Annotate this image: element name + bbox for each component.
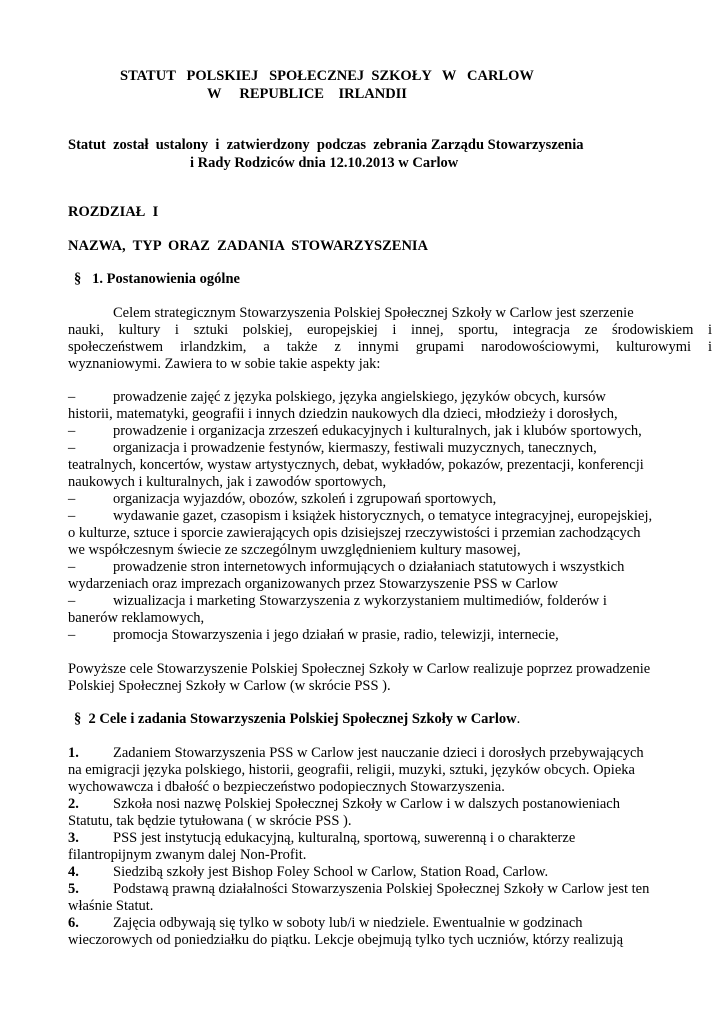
document-subtitle-line-1: Statut został ustalony i zatwierdzony podczas zebrania Zarządu Stowarzyszenia — [68, 137, 584, 153]
section-2-heading-period: . — [516, 711, 521, 727]
bullet-dash: – — [68, 508, 76, 524]
list-item-number: 1. — [68, 745, 79, 761]
section-2-heading-text: § 2 Cele i zadania Stowarzyszenia Polskiej Społecznej Szkoły w Carlow — [74, 711, 517, 727]
bullet-item-text: prowadzenie stron internetowych informujących o działaniach statutowych i wszystkich — [113, 559, 625, 575]
list-item-text: Szkoła nosi nazwę Polskiej Społecznej Szkoły w Carlow i w dalszych postanowieniach — [113, 796, 620, 812]
list-item-text: wieczorowych od poniedziałku do piątku. Lekcje obejmują tylko tych uczniów, którzy realizują — [68, 932, 624, 948]
list-item-text: wychowawcza i dbałość o bezpieczeństwo podopiecznych Stowarzyszenia. — [68, 779, 505, 795]
section-2-heading — [74, 711, 520, 729]
list-item-text: Statutu, tak będzie tytułowana ( w skrócie PSS ). — [68, 813, 352, 829]
bullet-item-text: naukowych i kulturalnych, jak i zawodów sportowych, — [68, 474, 387, 490]
bullet-dash: – — [68, 559, 76, 575]
bullet-item-text: wizualizacja i marketing Stowarzyszenia z wykorzystaniem multimediów, folderów i — [113, 593, 607, 609]
list-item-number: 2. — [68, 796, 79, 812]
document-title-line-2: W REPUBLICE IRLANDII — [207, 86, 407, 102]
list-item-text: Podstawą prawną działalności Stowarzyszenia Polskiej Społecznej Szkoły w Carlow jest ten — [113, 881, 650, 897]
bullet-item-text: organizacja i prowadzenie festynów, kiermaszy, festiwali muzycznych, tanecznych, — [113, 440, 597, 456]
bullet-item-text: promocja Stowarzyszenia i jego działań w prasie, radio, telewizji, internecie, — [113, 627, 559, 643]
paragraph-line: Polskiej Społecznej Szkoły w Carlow (w skrócie PSS ). — [68, 678, 391, 694]
list-item-text: PSS jest instytucją edukacyjną, kulturalną, sportową, suwerenną i o charakterze — [113, 830, 576, 846]
bullet-item-text: wydawanie gazet, czasopism i książek historycznych, o tematyce integracyjnej, europejskiej, — [113, 508, 653, 524]
list-item-text: na emigracji języka polskiego, historii, geografii, religii, muzyki, sztuki, języków obcych. Opieka — [68, 762, 635, 778]
list-item-text: filantropijnym zwanym dalej Non-Profit. — [68, 847, 307, 863]
bullet-item-text: prowadzenie zajęć z języka polskiego, języka angielskiego, języków obcych, kursów — [113, 389, 606, 405]
bullet-dash: – — [68, 593, 76, 609]
bullet-item-text: historii, matematyki, geografii i innych dziedzin naukowych dla dzieci, młodzieży i dorosłych, — [68, 406, 618, 422]
bullet-item-text: o kulturze, sztuce i sporcie zawierających opis dzisiejszej rzeczywistości i przemian zachodzących — [68, 525, 641, 541]
list-item-number: 4. — [68, 864, 79, 880]
bullet-item-text: teatralnych, koncertów, wystaw artystycznych, debat, wykładów, pokazów, prezentacji, konferencji — [68, 457, 644, 473]
paragraph-line: nauki, kultury i sztuki polskiej, europejskiej i innej, sportu, integracja ze środowiskiem i — [68, 322, 712, 338]
list-item-text: Zajęcia odbywają się tylko w soboty lub/i w niedziele. Ewentualnie w godzinach — [113, 915, 583, 931]
paragraph-line: Celem strategicznym Stowarzyszenia Polskiej Społecznej Szkoły w Carlow jest szerzenie — [113, 305, 634, 321]
section-1-heading: § 1. Postanowienia ogólne — [74, 271, 240, 287]
list-item-number: 6. — [68, 915, 79, 931]
paragraph-line: społeczeństwem irlandzkim, a także z innymi grupami narodowościowymi, kulturowymi i — [68, 339, 712, 355]
list-item-number: 3. — [68, 830, 79, 846]
paragraph-line: Powyższe cele Stowarzyszenie Polskiej Społecznej Szkoły w Carlow realizuje poprzez prowadzenie — [68, 661, 651, 677]
paragraph-line: wyznaniowymi. Zawiera to w sobie takie aspekty jak: — [68, 356, 381, 372]
document-subtitle-line-2: i Rady Rodziców dnia 12.10.2013 w Carlow — [190, 155, 459, 171]
list-item-text: Zadaniem Stowarzyszenia PSS w Carlow jest nauczanie dzieci i dorosłych przebywających — [113, 745, 644, 761]
bullet-item-text: we współczesnym świecie ze szczególnym uwzględnieniem kultury masowej, — [68, 542, 521, 558]
bullet-dash: – — [68, 423, 76, 439]
bullet-item-text: prowadzenie i organizacja zrzeszeń edukacyjnych i kulturalnych, jak i klubów sportowych, — [113, 423, 642, 439]
list-item-number: 5. — [68, 881, 79, 897]
chapter-heading: NAZWA, TYP ORAZ ZADANIA STOWARZYSZENIA — [68, 238, 429, 254]
chapter-label: ROZDZIAŁ I — [68, 204, 159, 220]
bullet-dash: – — [68, 491, 76, 507]
document-title-line-1: STATUT POLSKIEJ SPOŁECZNEJ SZKOŁY W CARLOW — [120, 68, 534, 84]
bullet-item-text: banerów reklamowych, — [68, 610, 205, 626]
bullet-dash: – — [68, 440, 76, 456]
list-item-text: właśnie Statut. — [68, 898, 154, 914]
bullet-dash: – — [68, 389, 76, 405]
list-item-text: Siedzibą szkoły jest Bishop Foley School w Carlow, Station Road, Carlow. — [113, 864, 549, 880]
bullet-item-text: organizacja wyjazdów, obozów, szkoleń i zgrupowań sportowych, — [113, 491, 497, 507]
bullet-item-text: wydarzeniach oraz imprezach organizowanych przez Stowarzyszenie PSS w Carlow — [68, 576, 559, 592]
bullet-dash: – — [68, 627, 76, 643]
